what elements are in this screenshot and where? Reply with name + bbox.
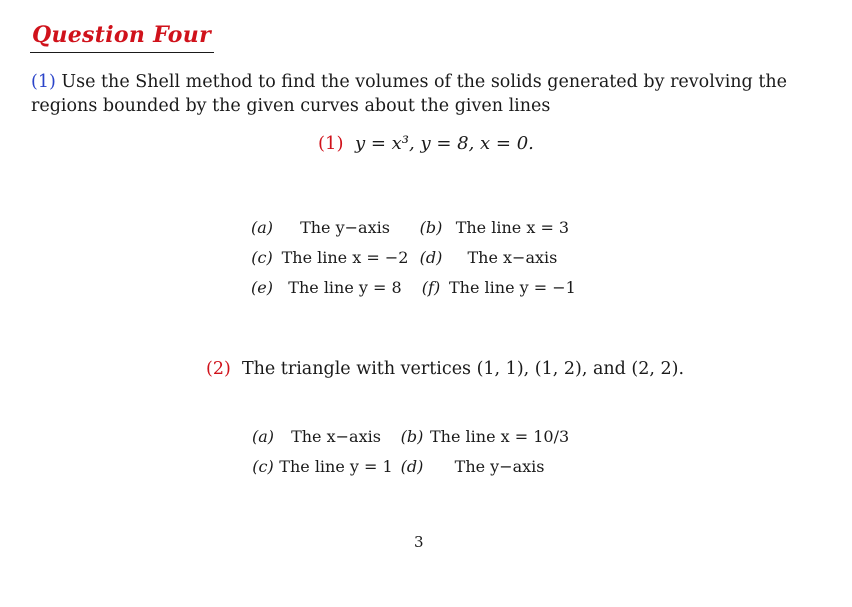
option-label: (b) — [419, 217, 443, 237]
intro-paragraph — [31, 70, 831, 118]
problem-2-statement — [206, 359, 684, 379]
option-label: (f) — [421, 277, 441, 297]
problem-1-number: (1) — [318, 133, 344, 154]
option-text: The line y = −1 — [449, 277, 576, 297]
problem-1-options — [247, 212, 576, 302]
option-text: The x−axis — [467, 247, 558, 267]
problem-2-options — [248, 421, 569, 481]
option-label: (c) — [252, 456, 274, 476]
option-label: (e) — [251, 277, 273, 297]
heading-underline — [30, 52, 214, 53]
option-text: The line x = −2 — [281, 247, 409, 267]
option-label: (a) — [250, 217, 274, 237]
option-label: (d) — [419, 247, 443, 267]
option-label: (b) — [400, 426, 424, 446]
option-label: (c) — [251, 247, 273, 267]
problem-2-text: The triangle with vertices (1, 1), (1, 2), and (2, 2). — [241, 359, 685, 379]
option-text: The x−axis — [291, 426, 381, 446]
intro-text: Use the Shell method to find the volumes of the solids generated by revolving the regions bounded by the given curves about the given lines — [31, 72, 787, 116]
question-heading: Question Four — [32, 22, 211, 48]
page-number: 3 — [414, 533, 424, 551]
option-text: The line y = 8 — [288, 277, 402, 297]
intro-number: (1) — [31, 72, 56, 92]
problem-1-equation-line — [318, 133, 534, 154]
option-label: (a) — [251, 426, 275, 446]
option-text: The line x = 3 — [455, 217, 570, 237]
problem-1-equation: y = x³, y = 8, x = 0. — [354, 133, 534, 154]
option-text: The y−axis — [454, 456, 545, 476]
option-label: (d) — [400, 456, 424, 476]
option-text: The line x = 10/3 — [430, 426, 570, 446]
problem-2-number: (2) — [206, 359, 231, 379]
option-text: The y−axis — [300, 217, 390, 237]
option-text: The line y = 1 — [279, 456, 393, 476]
